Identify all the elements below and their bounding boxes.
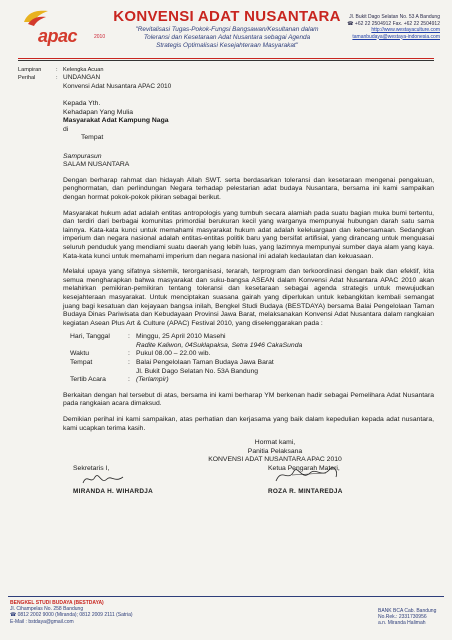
signature-right (268, 465, 343, 495)
tempat-label: Tempat (70, 359, 93, 367)
paragraph-2: Masyarakat hukum adat adalah entitas antropologis yang tumbuh secara alamiah pada suatu bagian muka bumi tertentu, dan terdiri dari berbagai komunitas primordial berukuran kecil yang warganya mempunyai hubungan darah satu sama lainnya. Kata-kata kunci untuk memahami masyarakat hukum adat adalah keleluargaan dan kebersamaan. Sedangkan imperium dan negara nasional adalah entitas-entitas politik baru yang bersifat artifisial, yang dirancang untuk menguasai seluruh penduduk yang mendiami suatu daerah yang lebih luas, yang lazimnya mempunyai sumber daya alam yang kaya. Kata-kata kunci untuk memahami imperium dan negara nasional ini adalah kedaulatan dan kekuasaan. (63, 209, 434, 260)
signer-role: Sekretaris I, (73, 464, 110, 472)
bank-holder: a.n. Miranda Halimah (378, 620, 426, 627)
subtitle-line: Strategis Optimalisasi Kesejahteraan Masyarakat" (156, 42, 298, 49)
signer-name: ROZA R. MINTAREDJA (268, 487, 343, 495)
signature-scribble-icon (79, 469, 129, 489)
hari-value-2: Radite Kaliwon, 04Suklapaksa, Setra 1946 CakaSunda (136, 341, 303, 349)
waktu-label: Waktu (70, 350, 90, 358)
subtitle-line: "Revitalisasi Tugas-Pokok-Fungsi Bangsawan/Kesultanan dalam (135, 26, 319, 33)
paragraph-3: Melalui upaya yang sifatnya sistemik, terorganisasi, terarah, terprogram dan terkoordinasi dengan baik dan efektif, kita semua mengharapkan bahwa masyarakat dan suku-bangsa ASEAN dalam Konvensi Adat Nusantara APAC 2010 akan melahirkan pemikiran-pemikiran tentang toleransi dan kesetaraan sebagai agenda strategis untuk mewujudkan kesejahteraan masyarakat. Untuk menciptakan suasana gairah yang diperlukan untuk kebangkitan kembali semangat juang bagi kesatuan dan kejayaan bangsa inilah, Bengkel Studi Budaya (BESTDAYA) bersama Balai Pengelolaan Taman Budaya Dinas Pariwisata dan Kebudayaan Provinsi Jawa Barat, melaksanakan Konvensi Adat Nusantara dalam rangkaian kegiatan Asean Plus Art & Culture (APAC) Festival 2010, yang diselenggarakan pada : (63, 268, 434, 327)
email-link[interactable]: tamanbudaya@westaya-indonesia.com (352, 33, 440, 40)
recipient-line: Kehadapan Yang Mulia (63, 108, 134, 116)
recipient-line: Kepada Yth. (63, 100, 101, 108)
paragraph-5: Demikian perihal ini kami sampaikan, atas perhatian dan kerjasama yang baik dalam kepedulian kepada adat nusantara, kami ucapkan terima kasih. (63, 416, 434, 432)
header-divider (18, 58, 434, 59)
tertib-value: (Terlampir) (136, 376, 169, 384)
perihal-value-2: Konvensi Adat Nusantara APAC 2010 (63, 82, 172, 90)
address-block (338, 14, 440, 40)
header-divider-thin (18, 60, 434, 61)
tempat-value: Balai Pengelolaan Taman Budaya Jawa Barat (136, 359, 274, 367)
footer-email: E-Mail : bstdaya@gmail.com (10, 618, 74, 625)
footer-phone: ☎ 0812 2002 9000 (Miranda); 0812 2009 2111 (Satria) (10, 612, 133, 619)
paragraph-4: Berkaitan dengan hal tersebut di atas, bersama ini kami berharap YM berkenan hadir sebagai Pemelihara Adat Nusantara pada rangkaian acara dimaksud. (63, 391, 434, 408)
phone-line: ☎ +62 22 2504912 Fax. +62 22 2504912 (347, 20, 440, 27)
footer-org: BENGKEL STUDI BUDAYA (BESTDAYA) (10, 600, 104, 606)
greeting-sampurasun: Sampurasun (63, 152, 102, 160)
logo-text: apac (38, 26, 78, 46)
event-schedule: Hari, Tanggal : Minggu, 25 April 2010 Masehi Radite Kaliwon, 04Suklapaksa, Setra 1946 CakaSunda Waktu : Pukul 08.00 – 22.00 wib. Tempat : Balai Pengelolaan Taman Budaya Jawa Barat Jl. Bukit Dago Selatan No. 53A Bandung Tertib Acara : (Terlampir) (70, 333, 434, 385)
subtitle-line: Toleransi dan Kesetaraan Adat Nusantara sebagai Agenda (143, 34, 311, 41)
lampiran-label: Lampiran (18, 66, 42, 73)
paragraph-1: Dengan berharap rahmat dan hidayah Allah SWT. serta berdasarkan toleransi dan kesetaraan mengenai pengakuan, penghormatan, dan perlindungan Negara terhadap pelestarian adat budaya Nusantara, bersama ini kami sampaikan dengan hormat pokok-pokok pikiran sebagai berikut. (63, 176, 434, 201)
tertib-label: Tertib Acara (70, 376, 106, 384)
recipient-block (63, 100, 434, 143)
lampiran-value: Kelengka Acuan (63, 66, 104, 73)
footer-org-block (10, 600, 133, 625)
org-subtitle (108, 26, 346, 50)
perihal-label: Perihal (18, 75, 36, 82)
closing-line: Panitia Pelaksana (247, 447, 303, 455)
org-block (108, 8, 346, 50)
closing-line: Hormat kami, (254, 439, 296, 447)
hari-value: Minggu, 25 April 2010 Masehi (136, 333, 226, 341)
address-line: Jl. Bukit Dago Selatan No. 53 A Bandung (349, 14, 440, 20)
greeting (63, 153, 434, 170)
footer (8, 596, 444, 634)
closing-block (200, 439, 350, 465)
footer-address: Jl. Cihampelas No. 258 Bandung (10, 606, 84, 613)
footer-divider (8, 596, 444, 597)
recipient-name: Masyarakat Adat Kampung Naga (63, 117, 169, 125)
org-title: KONVENSI ADAT NUSANTARA (113, 8, 341, 25)
signer-name: MIRANDA H. WIHARDJA (73, 487, 154, 495)
website-link[interactable]: http://www.westayaculture.com (371, 27, 440, 33)
perihal-value: UNDANGAN (63, 74, 101, 82)
waktu-value: Pukul 08.00 – 22.00 wib. (136, 350, 211, 358)
letterhead (18, 6, 440, 56)
greeting-salam: SALAM NUSANTARA (63, 161, 130, 169)
recipient-place: Tempat (81, 134, 104, 142)
recipient-line: di (63, 125, 69, 133)
letter-meta: Lampiran : Kelengka Acuan Perihal : UNDANGAN Konvensi Adat Nusantara APAC 2010 (18, 66, 172, 90)
tempat-value-2: Jl. Bukit Dago Selatan No. 53A Bandung (136, 367, 259, 375)
signature-scribble-icon (272, 463, 342, 487)
logo-year: 2010 (94, 34, 106, 40)
hari-label: Hari, Tanggal (70, 333, 110, 341)
signature-block (63, 465, 434, 499)
signature-left (73, 465, 153, 495)
bank-name: BANK BCA Cab. Bandung (378, 608, 437, 614)
closing-line: KONVENSI ADAT NUSANTARA APAC 2010 (208, 456, 342, 464)
footer-bank-block (378, 608, 438, 627)
apac-logo (18, 8, 108, 54)
bank-account: No.Rek.: 2331730956 (378, 614, 427, 621)
signer-role: Ketua Pengarah Materi, (268, 464, 340, 472)
